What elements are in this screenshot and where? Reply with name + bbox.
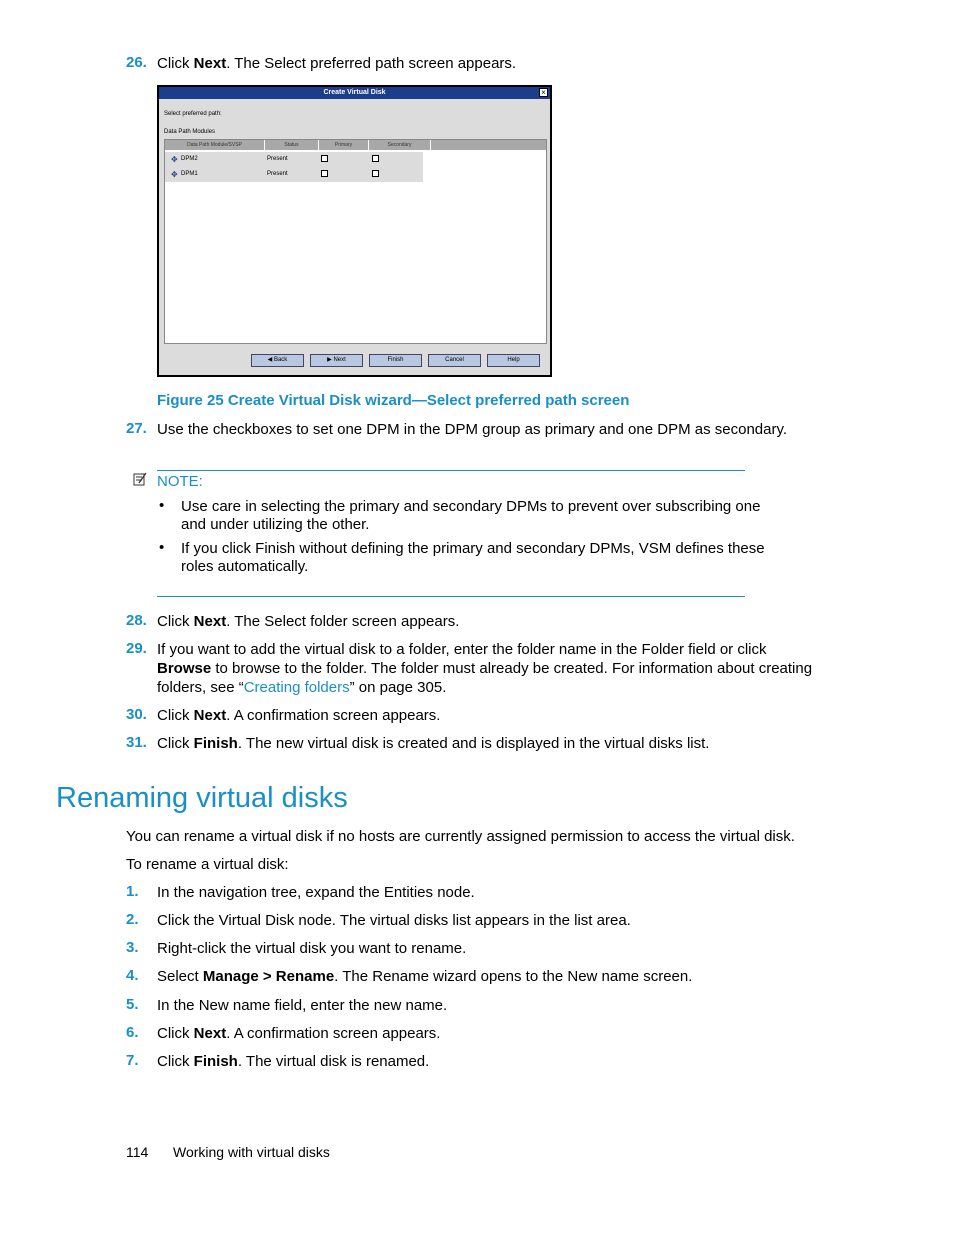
dpm-status: Present [267, 156, 288, 162]
creating-folders-link[interactable]: Creating folders [243, 679, 350, 696]
dpm-icon: ✥ [171, 155, 178, 164]
page-number: 114 [126, 1144, 149, 1160]
select-preferred-path-label: Select preferred path: [164, 111, 222, 117]
secondary-checkbox[interactable] [372, 170, 379, 177]
step-number: 4. [126, 967, 139, 984]
step-text: Click Finish. The new virtual disk is created and is displayed in the virtual disks list. [157, 735, 710, 752]
bullet-icon: • [159, 539, 165, 556]
secondary-checkbox[interactable] [372, 155, 379, 162]
arrow-right-icon: ▶ [327, 357, 332, 363]
section-title: Renaming virtual disks [56, 782, 348, 814]
step-text: folders, see “Creating folders” on page 305. [157, 679, 447, 696]
note-bullet-line: If you click Finish without defining the primary and secondary DPMs, VSM defines these [181, 540, 765, 557]
column-header[interactable]: Data Path Module/SVSP [165, 140, 265, 150]
footer-title: Working with virtual disks [173, 1144, 330, 1160]
help-button[interactable]: Help [487, 354, 540, 367]
section-intro: You can rename a virtual disk if no hosts are currently assigned permission to access the virtual disk. [126, 828, 795, 845]
column-header[interactable]: Primary [319, 140, 369, 150]
dpm-name: DPM1 [181, 171, 198, 177]
dpm-name: DPM2 [181, 156, 198, 162]
bullet-icon: • [159, 497, 165, 514]
note-bottom-rule [157, 596, 745, 597]
step-text: Select Manage > Rename. The Rename wizard opens to the New name screen. [157, 968, 693, 985]
data-path-modules-label: Data Path Modules [164, 129, 216, 135]
step-number: 30. [126, 706, 147, 723]
step-number: 2. [126, 911, 139, 928]
step-text: Right-click the virtual disk you want to rename. [157, 940, 467, 957]
dialog-titlebar [159, 87, 550, 99]
table-row[interactable] [165, 152, 423, 167]
step-number: 27. [126, 420, 147, 437]
close-icon[interactable]: × [539, 88, 548, 97]
create-virtual-disk-dialog [157, 85, 552, 377]
step-number: 28. [126, 612, 147, 629]
step-number: 6. [126, 1024, 139, 1041]
note-label: NOTE: [157, 473, 203, 490]
dialog-title: Create Virtual Disk [323, 89, 386, 96]
step-text: In the New name field, enter the new name. [157, 997, 448, 1014]
note-icon [133, 472, 147, 486]
step-text: In the navigation tree, expand the Entities node. [157, 884, 475, 901]
primary-checkbox[interactable] [321, 170, 328, 177]
column-header[interactable]: Secondary [369, 140, 431, 150]
arrow-left-icon: ◀ [267, 357, 273, 363]
dpm-status: Present [267, 171, 288, 177]
note-top-rule [157, 470, 745, 471]
note-bullet-line: and under utilizing the other. [181, 516, 370, 533]
finish-button[interactable]: Finish [369, 354, 422, 367]
step-number: 1. [126, 883, 139, 900]
step-number: 31. [126, 734, 147, 751]
dpm-table [164, 139, 547, 344]
step-text: Click Next. The Select preferred path screen appears. [157, 55, 517, 72]
dpm-icon: ✥ [171, 170, 178, 179]
section-lead: To rename a virtual disk: [126, 856, 289, 873]
step-text: Click Next. The Select folder screen appears. [157, 613, 460, 630]
step-text: Browse to browse to the folder. The folder must already be created. For information about creating [157, 660, 813, 677]
step-text: Click Next. A confirmation screen appears. [157, 707, 441, 724]
note-bullet-line: roles automatically. [181, 558, 309, 575]
step-text: Click the Virtual Disk node. The virtual disks list appears in the list area. [157, 912, 631, 929]
step-text: Click Next. A confirmation screen appears. [157, 1025, 441, 1042]
cancel-button[interactable]: Cancel [428, 354, 481, 367]
step-number: 5. [126, 996, 139, 1013]
next-button[interactable]: ▶ Next [310, 354, 363, 367]
step-text: Use the checkboxes to set one DPM in the DPM group as primary and one DPM as secondary. [157, 421, 788, 438]
step-number: 29. [126, 640, 147, 657]
table-header [165, 140, 546, 150]
step-number: 7. [126, 1052, 139, 1069]
column-header[interactable]: Status [265, 140, 319, 150]
step-text: If you want to add the virtual disk to a folder, enter the folder name in the Folder field or click [157, 641, 767, 658]
note-bullet-line: Use care in selecting the primary and secondary DPMs to prevent over subscribing one [181, 498, 761, 515]
figure-caption: Figure 25 Create Virtual Disk wizard—Select preferred path screen [157, 392, 630, 409]
step-number: 26. [126, 54, 147, 71]
step-text: Click Finish. The virtual disk is renamed. [157, 1053, 430, 1070]
back-button[interactable]: ◀ Back [251, 354, 304, 367]
table-row[interactable] [165, 167, 423, 182]
step-number: 3. [126, 939, 139, 956]
primary-checkbox[interactable] [321, 155, 328, 162]
